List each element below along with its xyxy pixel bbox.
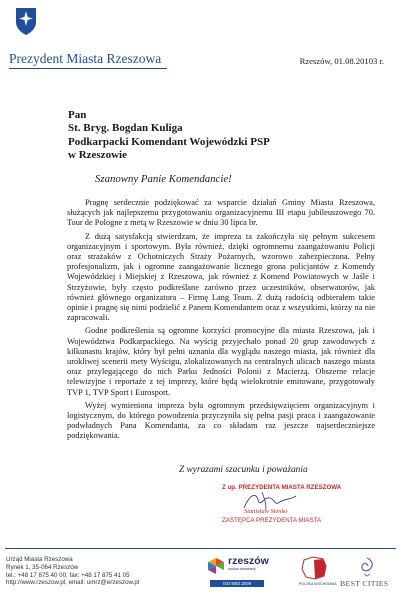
addressee-line: St. Bryg. Bogdan Kuliga	[68, 122, 183, 135]
rzeszow-wordmark: rzeszów	[228, 555, 269, 567]
body-paragraph: Wyżej wymieniona impreza była ogromnym przedsięwzięciem organizacyjnym i logistycznym, do którego powodzenia przyczyniła się pełna pasji praca i zaangażowanie podwładnych Pana Komendanta, za co składam raz jeszcze najserdeczniejsze podziękowania.	[67, 400, 375, 441]
dateline: Rzeszów, 01.08.20103 r.	[299, 56, 384, 66]
footer-divider	[5, 548, 396, 549]
polska-wschodnia-text: POLSKA WSCHODNIA	[299, 582, 337, 586]
footer-line: Urząd Miasta Rzeszowa	[6, 556, 73, 563]
body-paragraph: Z dużą satysfakcją stwierdzam, że impreza ta zakończyła się pełnym sukcesem organizacyjnym i sportowym. Była również, dzięki ogromnemu zaangażowaniu Policji oraz strażaków z Ochotniczych Straży Pożarnych, wzorowo zabezpieczona. Pełny profesjonalizm, jak i ogromne zaangażowanie licznego grona policjantów z Komendy Wojewódzkiej i Miejskiej z Rzeszowa, jak również z Komend Powiatowych w Jaśle i Strzyżowie, były często podkreślane zarówno przez uczestników, obserwatorów, jak również głównego organizatora – Firmę Lang Team. Z dużą radością odbierałem takie opinie i pragnę się nimi podzielić z Panem Komendantem oraz z wszystkimi, którzy na nie zapracowali.	[67, 231, 375, 323]
signatory-title: ZASTĘPCA PREZYDENTA MIASTA	[222, 517, 322, 524]
body-paragraph: Pragnę serdecznie podziękować za wsparcie działań Gminy Miasta Rzeszowa, służących jak najlepszemu przygotowaniu organizacyjnemu III etapu jubileuszowego 70. Tour de Pologne z metą w Rzeszowie w dniu 30 lipca br.	[67, 198, 375, 228]
footer-line: http://www.rzeszow.pl, email: umrz@erzeszow.pl	[6, 579, 140, 587]
footer-line: tel.: +48 17 875 40 00, fax: +48 17 875 41 05	[6, 571, 130, 579]
header-divider	[9, 68, 167, 69]
best-cities-logo	[336, 556, 396, 590]
signatory-name: Stanisław Sienko	[244, 508, 288, 515]
footer-line: Rynek 1, 35-064 Rzeszów	[6, 563, 79, 571]
signature-stamp	[222, 484, 352, 526]
salutation: Szanowny Panie Komendancie!	[95, 173, 232, 185]
cross-shield-icon	[14, 6, 38, 36]
rzeszow-tagline: stolica innowacji	[228, 567, 256, 571]
iso-badge: ISO 9001:2009	[210, 580, 264, 587]
addressee-line: Pan	[68, 109, 87, 121]
best-cities-emblem-icon	[356, 556, 378, 578]
body-paragraph: Godne podkreślenia są ogromne korzyści promocyjne dla miasta Rzeszowa, jak i Województwa Podkarpackiego. Na wyścig przyjechało ponad 20 grup zawodowych z kilkunastu krajów, który był pełni uznania dla wyglądu naszego miasta, jak również dla urokliwej scenerii mety Wyścigu, zlokalizowanych na centralnych ulicach naszego miasta oraz przylegającego do nich Parku Jedności Polonii z Macierzą. Obszerne relacje telewizyjne i reportaże z tej imprezy, które będą wielokrotnie emitowane, przygotowały TVP 1, TVP Sport i Eurosport.	[67, 326, 375, 397]
addressee-line: Podkarpacki Komendant Wojewódzki PSP	[68, 135, 270, 148]
letterhead-title: Prezydent Miasta Rzeszowa	[9, 51, 162, 66]
letter-body	[67, 198, 375, 445]
addressee-line: w Rzeszowie	[68, 149, 127, 162]
stamp-authorization: Z up. PREZYDENTA MIASTA RZESZOWA	[222, 484, 342, 491]
rzeszow-mark-icon	[206, 556, 226, 576]
best-cities-text: BEST CITIES	[340, 579, 389, 588]
closing-phrase: Z wyrazami szacunku i poważania	[179, 465, 308, 475]
poland-map-icon	[301, 556, 327, 580]
rzeszow-logo	[206, 552, 268, 590]
addressee-block	[68, 109, 270, 163]
footer-address	[6, 556, 139, 587]
polska-wschodnia-logo	[299, 556, 337, 590]
